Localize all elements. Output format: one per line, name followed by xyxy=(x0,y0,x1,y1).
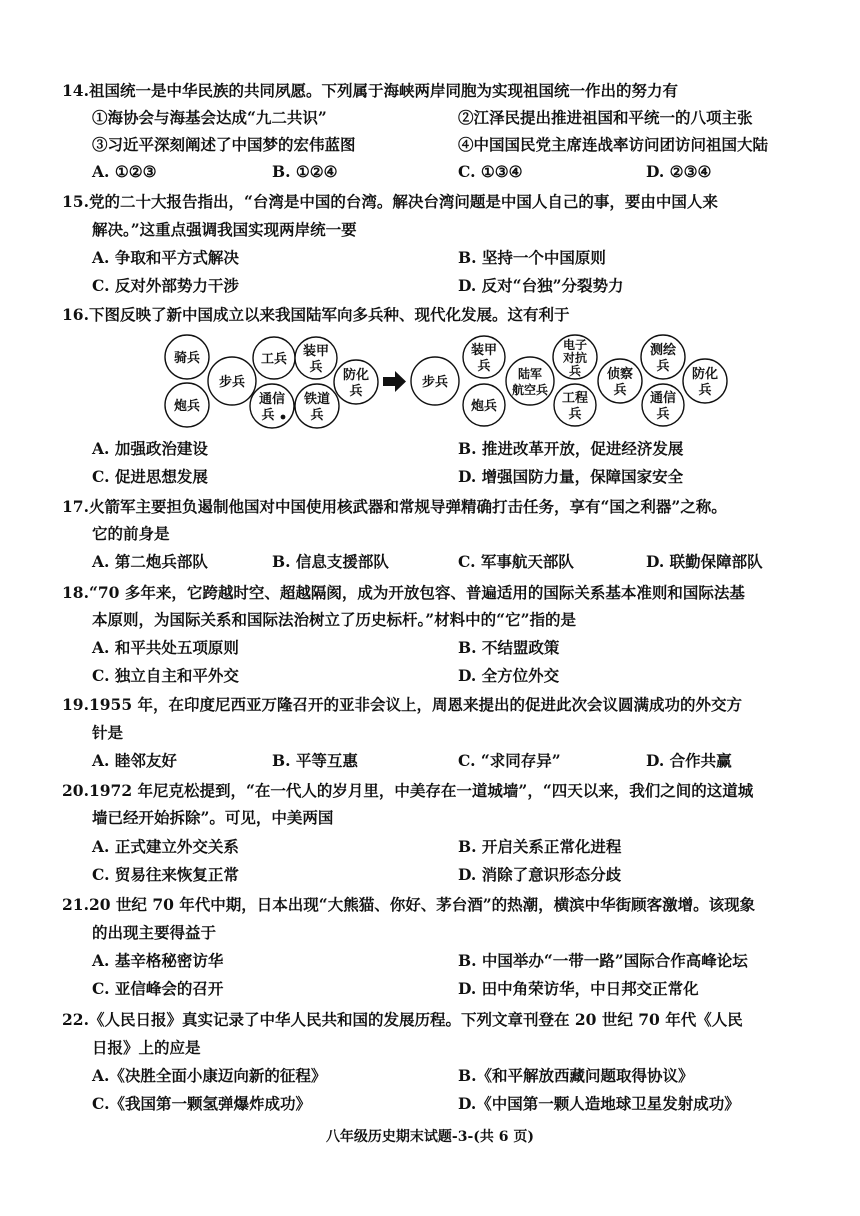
question-22-stem-line2: 日报》上的应是 xyxy=(92,1038,201,1057)
q22-option-b[interactable]: B.《和平解放西藏问题取得协议》 xyxy=(458,1066,694,1085)
page-footer: 八年级历史期末试题-3-(共 6 页) xyxy=(325,1129,535,1145)
q14-option-a[interactable]: A. ①②③ xyxy=(92,162,157,181)
q21-option-c[interactable]: C. 亚信峰会的召开 xyxy=(92,979,224,998)
q17-option-a[interactable]: A. 第二炮兵部队 xyxy=(92,552,208,571)
branch-railway: 铁道兵 xyxy=(303,392,331,423)
question-17-stem: 17.火箭军主要担负遏制他国对中国使用核武器和常规导弹精确打击任务，享有“国之利器”之称。 xyxy=(62,497,727,516)
question-20-stem-line2: 墙已经开始拆除”。可见，中美两国 xyxy=(92,808,334,827)
question-14-stem: 14.祖国统一是中华民族的共同夙愿。下列属于海峡两岸同胞为实现祖国统一作出的努力有 xyxy=(62,81,678,100)
branch-armor: 装甲兵 xyxy=(302,344,330,375)
transition-arrow-icon xyxy=(383,371,406,392)
q18-option-b[interactable]: B. 不结盟政策 xyxy=(458,638,560,657)
q18-option-c[interactable]: C. 独立自主和平外交 xyxy=(92,666,239,685)
q22-option-d[interactable]: D.《中国第一颗人造地球卫星发射成功》 xyxy=(458,1094,740,1113)
q16-option-d[interactable]: D. 增强国防力量，保障国家安全 xyxy=(458,467,684,486)
question-15-stem-line2: 解决。”这重点强调我国实现两岸统一要 xyxy=(92,220,357,239)
q19-option-c[interactable]: C. “求同存异” xyxy=(458,751,561,770)
question-20-stem: 20.1972 年尼克松提到，“在一代人的岁月里，中美存在一道城墙”，“四天以来，我们之间的这道城 xyxy=(62,781,754,800)
q17-option-b[interactable]: B. 信息支援部队 xyxy=(272,552,389,571)
branch-electronic-warfare: 电子对抗兵 xyxy=(562,338,588,378)
q18-option-d[interactable]: D. 全方位外交 xyxy=(458,666,560,685)
question-21-stem-line2: 的出现主要得益于 xyxy=(92,923,217,942)
branch-surveying: 测绘兵 xyxy=(649,343,677,374)
q21-option-a[interactable]: A. 基辛格秘密访华 xyxy=(92,951,224,970)
branch-cavalry: 骑兵 xyxy=(173,351,201,366)
q15-option-a[interactable]: A. 争取和平方式解决 xyxy=(92,248,239,267)
q18-option-a[interactable]: A. 和平共处五项原则 xyxy=(92,638,239,657)
q20-option-c[interactable]: C. 贸易往来恢复正常 xyxy=(92,865,239,884)
q14-option-d[interactable]: D. ②③④ xyxy=(646,162,712,181)
q15-option-b[interactable]: B. 坚持一个中国原则 xyxy=(458,248,606,267)
branch-engineering: 工程兵 xyxy=(561,391,589,422)
branch-signal-new: 通信兵 xyxy=(649,391,677,422)
branch-artillery-new: 炮兵 xyxy=(470,399,498,414)
q15-option-c[interactable]: C. 反对外部势力干涉 xyxy=(92,276,239,295)
branch-army-aviation: 陆军航空兵 xyxy=(511,367,549,397)
question-15-stem: 15.党的二十大报告指出，“台湾是中国的台湾。解决台湾问题是中国人自己的事，要由中国人来 xyxy=(62,192,718,211)
branch-engineer: 工兵 xyxy=(260,352,288,367)
q14-statement-3: ③习近平深刻阐述了中国梦的宏伟蓝图 xyxy=(92,135,356,154)
q22-option-c[interactable]: C.《我国第一颗氢弹爆炸成功》 xyxy=(92,1094,311,1113)
q14-statement-2: ②江泽民提出推进祖国和平统一的八项主张 xyxy=(458,108,753,127)
branch-signal: 通信兵 xyxy=(258,392,286,423)
q21-option-d[interactable]: D. 田中角荣访华，中日邦交正常化 xyxy=(458,979,699,998)
q14-option-c[interactable]: C. ①③④ xyxy=(458,162,523,181)
q16-option-a[interactable]: A. 加强政治建设 xyxy=(92,439,208,458)
q19-option-b[interactable]: B. 平等互惠 xyxy=(272,751,358,770)
q17-option-d[interactable]: D. 联勤保障部队 xyxy=(646,552,763,571)
q14-option-b[interactable]: B. ①②④ xyxy=(272,162,338,181)
question-17-stem-line2: 它的前身是 xyxy=(92,524,170,543)
q14-statement-4: ④中国国民党主席连战率访问团访问祖国大陆 xyxy=(458,135,769,154)
q21-option-b[interactable]: B. 中国举办“一带一路”国际合作高峰论坛 xyxy=(458,951,748,970)
branch-chemical-defense-new: 防化兵 xyxy=(691,367,719,398)
question-19-stem: 19.1955 年，在印度尼西亚万隆召开的亚非会议上，周恩来提出的促进此次会议圆满成功的外交方 xyxy=(62,695,743,714)
q15-option-d[interactable]: D. 反对“台独”分裂势力 xyxy=(458,276,624,295)
question-22-stem: 22.《人民日报》真实记录了中华人民共和国的发展历程。下列文章刊登在 20 世纪 70 年代《人民 xyxy=(62,1010,743,1029)
branch-armor-new: 装甲兵 xyxy=(470,343,498,374)
branch-artillery: 炮兵 xyxy=(173,399,201,414)
q17-option-c[interactable]: C. 军事航天部队 xyxy=(458,552,574,571)
q20-option-d[interactable]: D. 消除了意识形态分歧 xyxy=(458,865,622,884)
question-19-stem-line2: 针是 xyxy=(92,723,124,742)
army-branches-diagram xyxy=(0,330,860,440)
q19-option-a[interactable]: A. 睦邻友好 xyxy=(92,751,177,770)
question-18-stem: 18.“70 多年来，它跨越时空、超越隔阂，成为开放包容、普遍适用的国际关系基本准则和国际法基 xyxy=(62,583,745,602)
q20-option-b[interactable]: B. 开启关系正常化进程 xyxy=(458,837,622,856)
question-18-stem-line2: 本原则，为国际关系和国际法治树立了历史标杆。”材料中的“它”指的是 xyxy=(92,610,576,629)
q22-option-a[interactable]: A.《决胜全面小康迈向新的征程》 xyxy=(92,1066,327,1085)
branch-infantry-new: 步兵 xyxy=(421,375,449,390)
branch-infantry: 步兵 xyxy=(218,375,246,390)
question-21-stem: 21.20 世纪 70 年代中期，日本出现“大熊猫、你好、茅台酒”的热潮，横滨中华街顾客激增。该现象 xyxy=(62,895,756,914)
question-16-stem: 16.下图反映了新中国成立以来我国陆军向多兵种、现代化发展。这有利于 xyxy=(62,305,570,324)
q14-statement-1: ①海协会与海基会达成“九二共识” xyxy=(92,108,327,127)
q20-option-a[interactable]: A. 正式建立外交关系 xyxy=(92,837,239,856)
branch-reconnaissance: 侦察兵 xyxy=(606,367,634,398)
q16-option-c[interactable]: C. 促进思想发展 xyxy=(92,467,208,486)
branch-chemical-defense: 防化兵 xyxy=(342,368,370,399)
q19-option-d[interactable]: D. 合作共赢 xyxy=(646,751,732,770)
q16-option-b[interactable]: B. 推进改革开放，促进经济发展 xyxy=(458,439,684,458)
